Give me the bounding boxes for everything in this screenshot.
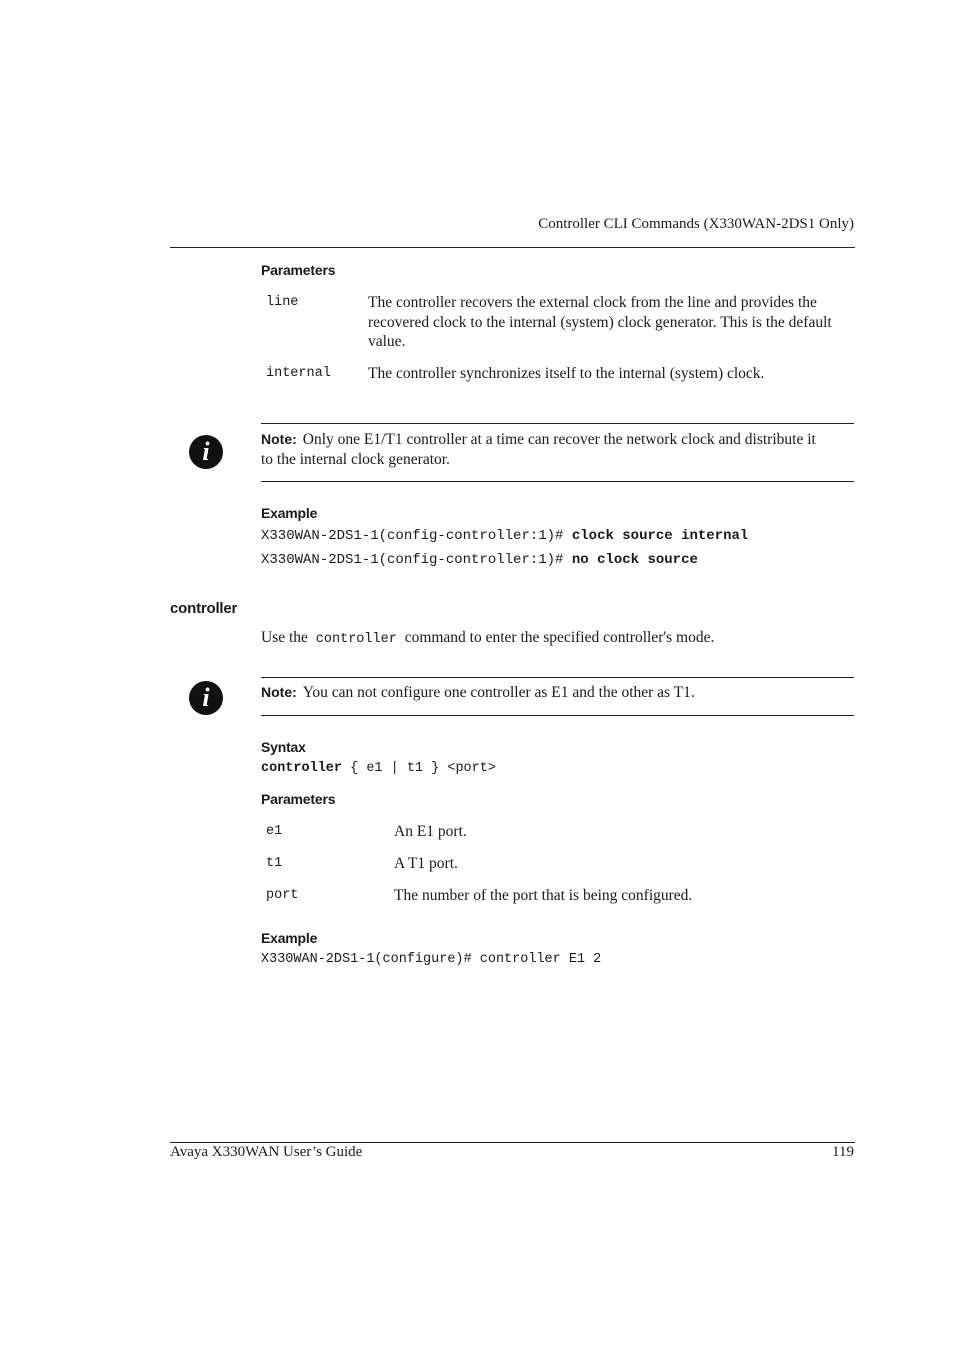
cli-prompt: X330WAN-2DS1-1(config-controller:1)# xyxy=(261,528,564,544)
syntax-args: { e1 | t1 } <port> xyxy=(350,761,496,776)
note-top-rule xyxy=(261,677,854,678)
example-line: X330WAN-2DS1-1(configure)# controller E1 2 xyxy=(261,952,602,967)
example-heading: Example xyxy=(261,930,318,946)
page-number: 119 xyxy=(832,1144,854,1160)
example-line xyxy=(261,528,748,544)
note-label: Note: xyxy=(261,684,297,700)
parameters-heading: Parameters xyxy=(261,262,336,278)
note-top-rule xyxy=(261,423,854,424)
footer-guide-title: Avaya X330WAN User’s Guide xyxy=(170,1144,363,1160)
note-text: You can not configure one controller as E1 and the other as T1. xyxy=(302,684,695,701)
note-text: Only one E1/T1 controller at a time can recover the network clock and distribute it to the internal clock generator. xyxy=(261,431,816,468)
intro-text: Use the xyxy=(261,629,308,646)
param-desc: An E1 port. xyxy=(394,823,467,840)
section-intro xyxy=(261,629,714,647)
footer-rule xyxy=(170,1142,855,1143)
example-line xyxy=(261,552,698,568)
syntax-line xyxy=(261,761,496,776)
info-icon: i xyxy=(189,435,223,469)
inline-code: controller xyxy=(315,632,397,647)
info-icon: i xyxy=(189,681,223,715)
parameters-heading: Parameters xyxy=(261,791,336,807)
param-desc: The controller recovers the external clock from the line and provides the recovered clock to the internal (system) clock generator. This is the default value. xyxy=(368,294,832,350)
running-header: Controller CLI Commands (X330WAN-2DS1 Only) xyxy=(538,216,854,232)
syntax-heading: Syntax xyxy=(261,739,306,755)
note-bottom-rule xyxy=(261,481,854,482)
note xyxy=(261,684,851,702)
param-desc: A T1 port. xyxy=(394,855,458,872)
note-label: Note: xyxy=(261,431,297,447)
param-desc: The controller synchronizes itself to the internal (system) clock. xyxy=(368,365,765,382)
example-heading: Example xyxy=(261,505,318,521)
param-term: line xyxy=(266,295,299,310)
header-rule xyxy=(170,247,855,248)
cli-command: no clock source xyxy=(571,552,698,568)
param-term: e1 xyxy=(266,824,283,839)
cli-command: clock source internal xyxy=(571,528,749,544)
param-term: t1 xyxy=(266,856,283,871)
note xyxy=(261,430,821,469)
note-bottom-rule xyxy=(261,715,854,716)
section-title: controller xyxy=(170,600,238,617)
syntax-keyword: controller xyxy=(261,761,343,776)
cli-prompt: X330WAN-2DS1-1(config-controller:1)# xyxy=(261,552,564,568)
param-term: internal xyxy=(266,366,331,381)
intro-text: command to enter the specified controller's mode. xyxy=(404,629,715,646)
param-term: port xyxy=(266,888,299,903)
param-desc: The number of the port that is being configured. xyxy=(394,887,693,904)
